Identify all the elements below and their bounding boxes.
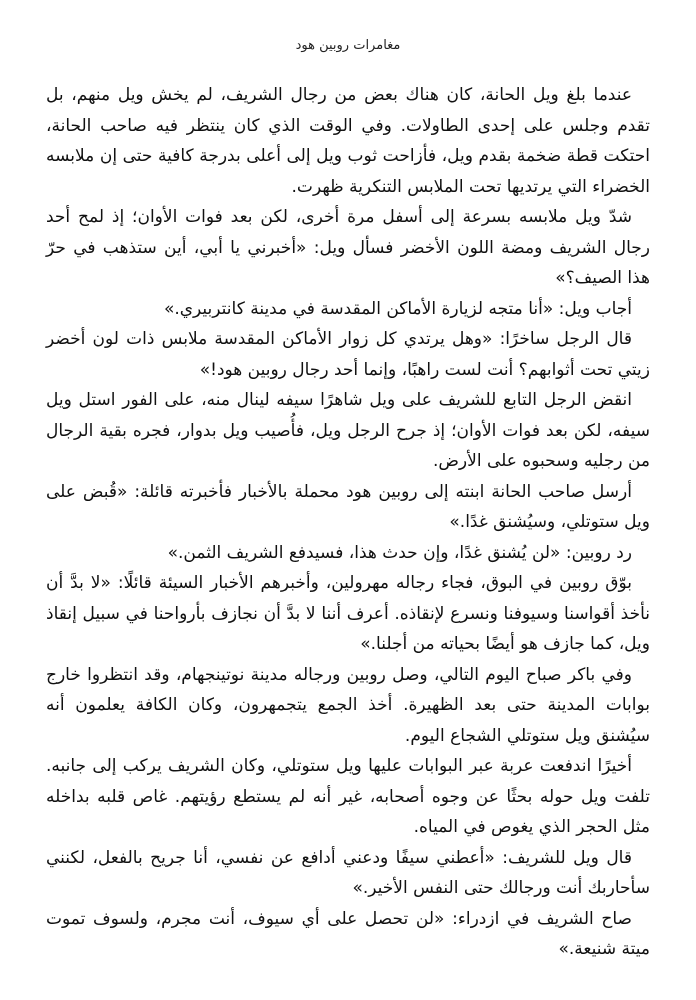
paragraph: شدّ ويل ملابسه بسرعة إلى أسفل مرة أخرى، لكن بعد فوات الأوان؛ إذ لمح أحد رجال الشريف ومضة اللون الأخضر فسأل ويل: «أخبرني يا أبي، أين ستذهب في حرّ هذا الصيف؟»: [46, 207, 650, 288]
paragraph: بوّق روبين في البوق، فجاء رجاله مهرولين، وأخبرهم الأخبار السيئة قائلًا: «لا بدَّ أن نأخذ أقواسنا وسيوفنا ونسرع لإنقاذه. أعرف أننا لا بدَّ أن نجازف بأرواحنا في سبيل إنقاذ ويل، كما جازف هو أيضًا بحياته من أجلنا.»: [46, 573, 650, 654]
paragraph: قال الرجل ساخرًا: «وهل يرتدي كل زوار الأماكن المقدسة ملابس ذات لون أخضر زيتي تحت أثوابهم؟ أنت لست راهبًا، وإنما أحد رجال روبين هود!»: [46, 329, 650, 380]
paragraph: رد روبين: «لن يُشنق غدًا، وإن حدث هذا، فسيدفع الشريف الثمن.»: [167, 542, 632, 563]
paragraph: قال ويل للشريف: «أعطني سيفًا ودعني أدافع عن نفسي، أنا جريح بالفعل، لكنني سأحاربك أنت ورجالك حتى النفس الأخير.»: [46, 847, 650, 898]
paragraph: عندما بلغ ويل الحانة، كان هناك بعض من رجال الشريف، لم يخش ويل منهم، بل تقدم وجلس على إحدى الطاولات. وفي الوقت الذي كان ينتظر فيه صاحب الحانة، احتكت قطة ضخمة بقدم ويل، فأزاحت ثوب ويل إلى أعلى بدرجة كافية حتى إن ملابسه الخضراء التي يرتديها تحت الملابس التنكرية ظهرت.: [46, 85, 650, 197]
paragraph: صاح الشريف في ازدراء: «لن تحصل على أي سيوف، أنت مجرم، ولسوف تموت ميتة شنيعة.»: [46, 908, 650, 959]
paragraph: أجاب ويل: «أنا متجه لزيارة الأماكن المقدسة في مدينة كانتربيري.»: [163, 298, 632, 319]
paragraph: أرسل صاحب الحانة ابنته إلى روبين هود محملة بالأخبار فأخبرته قائلة: «قُبض على ويل ستوتلي، وسيُشنق غدًا.»: [46, 481, 650, 532]
paragraph: أخيرًا اندفعت عربة عبر البوابات عليها ويل ستوتلي، وكان الشريف يركب إلى جانبه. تلفت ويل حوله بحثًا عن وجوه أصحابه، غير أنه لم يستطع رؤيتهم. غاص قلبه بداخله مثل الحجر الذي يغوص في المياه.: [46, 756, 650, 837]
body-text: [46, 80, 650, 965]
running-header: مغامرات روبين هود: [295, 38, 401, 53]
paragraph: انقض الرجل التابع للشريف على ويل شاهرًا سيفه لينال منه، على الفور استل ويل سيفه، لكن بعد فوات الأوان؛ إذ جرح الرجل ويل، فأُصيب ويل بدوار، فجره بقية الرجال من رجليه وسحبوه على الأرض.: [46, 390, 650, 471]
paragraph: وفي باكر صباح اليوم التالي، وصل روبين ورجاله مدينة نوتينجهام، وقد انتظروا خارج بوابات المدينة حتى بعد الظهيرة. أخذ الجمع يتجمهرون، وكان الكافة يعلمون أنه سيُشنق ويل ستوتلي الشجاع اليوم.: [46, 664, 650, 746]
